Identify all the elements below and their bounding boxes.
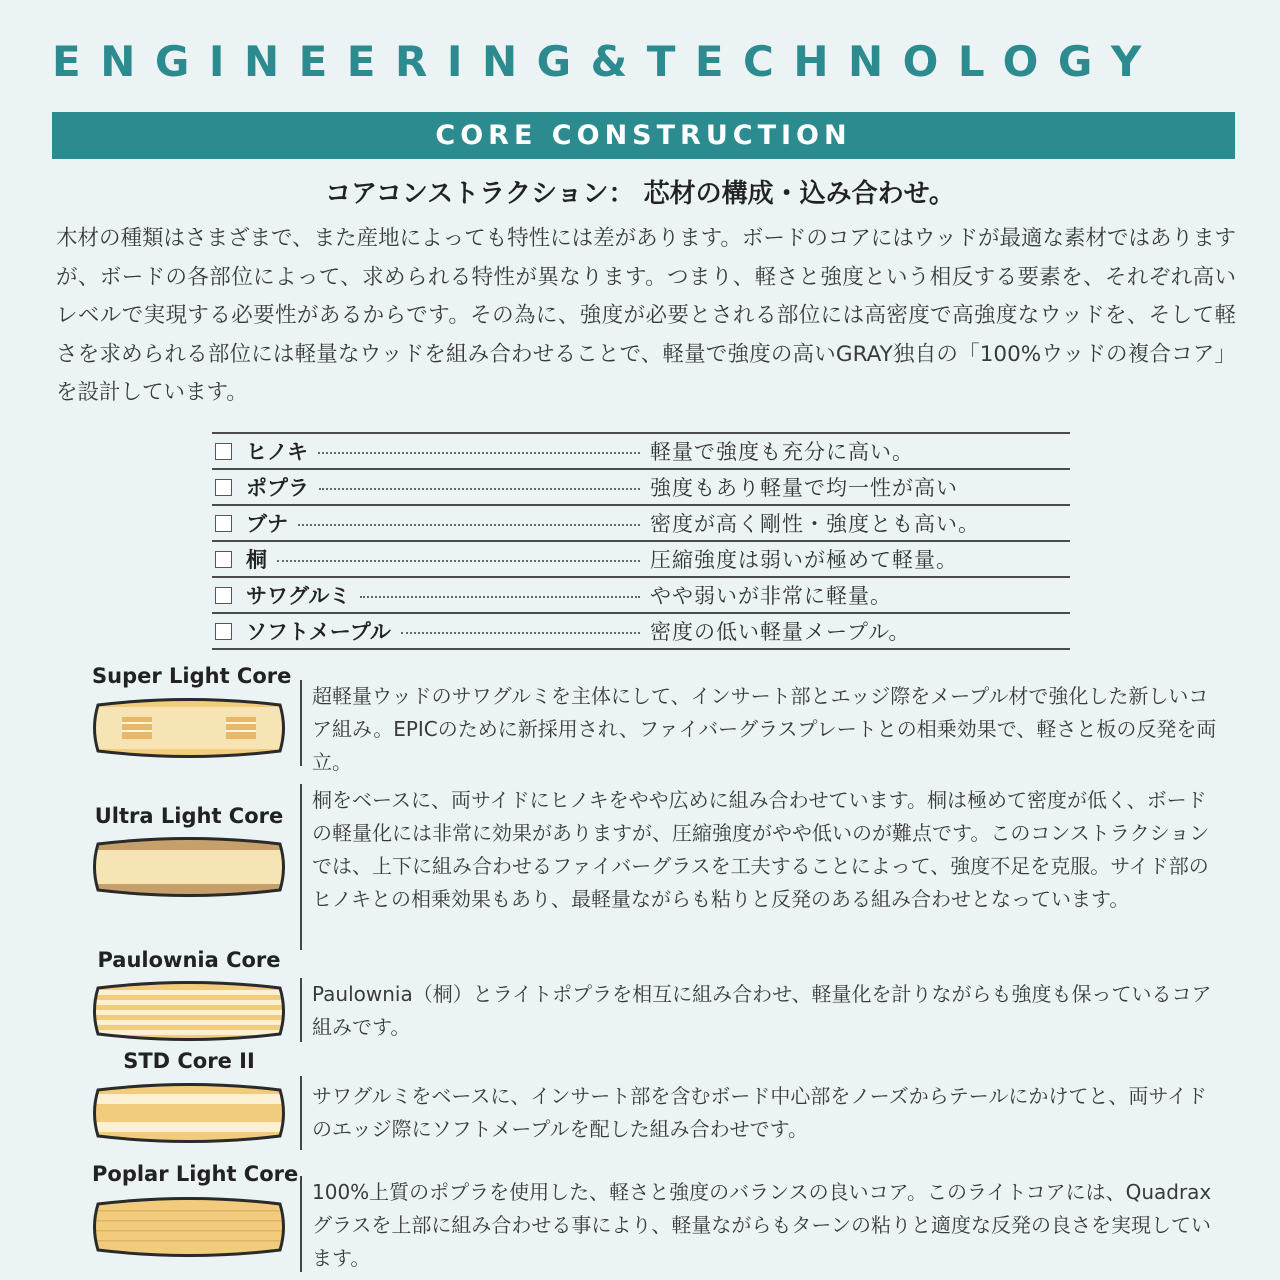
- core-desc-text: 100%上質のポプラを使用した、軽さと強度のバランスの良いコア。このライトコアには、Quadraxグラスを上部に組み合わせる事により、軽量ながらもターンの粘りと適度な反発の良さを実現しています。: [312, 1180, 1212, 1270]
- dotted-leader: [277, 560, 640, 562]
- wood-row-hinoki: [212, 434, 1070, 470]
- poplar-light-core-icon: [90, 1196, 288, 1258]
- core-title-std-core-ii: STD Core II: [123, 1049, 255, 1073]
- wood-name: 桐: [246, 548, 267, 572]
- wood-desc: 密度が高く剛性・強度とも高い。: [650, 512, 980, 536]
- ultra-light-core-icon: [90, 836, 288, 898]
- page-subtitle: コアコンストラクション： 芯材の構成・込み合わせ。: [325, 179, 955, 209]
- core-desc-text: 桐をベースに、両サイドにヒノキをやや広めに組み合わせています。桐は極めて密度が低く、ボードの軽量化には非常に効果がありますが、圧縮強度がやや低いのが難点です。このコンストラクションでは、上下に組み合わせるファイバーグラスを工夫することによって、強度不足を克服。サイド部のヒノキとの相乗効果もあり、最軽量ながらも粘りと反発のある組み合わせとなっています。: [312, 788, 1210, 911]
- core-title-poplar-light: Poplar Light Core: [92, 1162, 299, 1186]
- core-desc-text: Paulownia（桐）とライトポプラを相互に組み合わせ、軽量化を計りながらも強度も保っているコア組みです。: [312, 982, 1212, 1039]
- core-title-ultra-light: Ultra Light Core: [94, 804, 284, 828]
- std-core-ii-icon: [90, 1082, 288, 1144]
- core-desc-text: サワグルミをベースに、インサート部を含むボード中心部をノーズからテールにかけてと、両サイドのエッジ際にソフトメープルを配した組み合わせです。: [312, 1084, 1207, 1141]
- wood-name: サワグルミ: [246, 584, 351, 608]
- dotted-leader: [318, 452, 640, 454]
- wood-desc: 軽量で強度も充分に高い。: [650, 440, 914, 464]
- wood-row-kiri: [212, 542, 1070, 578]
- core-title-super-light: Super Light Core: [92, 664, 292, 688]
- core-desc-super-light: [300, 680, 1220, 774]
- checkbox-icon: [215, 551, 232, 568]
- core-desc-poplar-light: [300, 1176, 1220, 1272]
- section-title: CORE CONSTRUCTION: [435, 120, 852, 151]
- super-light-core-icon: [90, 697, 288, 759]
- wood-row-sawagurumi: [212, 578, 1070, 614]
- wood-row-buna: [212, 506, 1070, 542]
- dotted-leader: [319, 488, 640, 490]
- wood-desc: 強度もあり軽量で均一性が高い: [650, 476, 958, 500]
- wood-name: ポプラ: [246, 476, 309, 500]
- checkbox-icon: [215, 479, 232, 496]
- wood-name: ソフトメープル: [246, 620, 391, 644]
- wood-desc: やや弱いが非常に軽量。: [650, 584, 892, 608]
- paulownia-core-icon: [90, 980, 288, 1042]
- core-desc-std-core-ii: [300, 1076, 1220, 1150]
- checkbox-icon: [215, 515, 232, 532]
- core-desc-ultra-light: [300, 784, 1220, 950]
- wood-table: [212, 432, 1070, 650]
- wood-name: ブナ: [246, 512, 288, 536]
- wood-name: ヒノキ: [246, 440, 308, 464]
- checkbox-icon: [215, 443, 232, 460]
- core-title-paulownia: Paulownia Core: [97, 948, 281, 972]
- wood-desc: 圧縮強度は弱いが極めて軽量。: [650, 548, 958, 572]
- core-desc-paulownia: [300, 978, 1220, 1042]
- dotted-leader: [401, 632, 640, 634]
- main-title: ENGINEERING&TECHNOLOGY: [52, 37, 1161, 86]
- wood-desc: 密度の低い軽量メープル。: [650, 620, 911, 644]
- wood-row-poplar: [212, 470, 1070, 506]
- dotted-leader: [298, 524, 640, 526]
- dotted-leader: [360, 596, 640, 598]
- wood-row-soft-maple: [212, 614, 1070, 650]
- section-banner: [52, 112, 1235, 159]
- intro-paragraph: 木材の種類はさまざまで、また産地によっても特性には差があります。ボードのコアにはウッドが最適な素材ではありますが、ボードの各部位によって、求められる特性が異なります。つまり、軽さと強度という相反する要素を、それぞれ高いレベルで実現する必要性があるからです。その為に、強度が必要とされる部位には高密度で高強度なウッドを、そして軽さを求められる部位には軽量なウッドを組み合わせることで、軽量で強度の高いGRAY独自の「100%ウッドの複合コア」を設計しています。: [56, 226, 1236, 405]
- checkbox-icon: [215, 623, 232, 640]
- checkbox-icon: [215, 587, 232, 604]
- core-desc-text: 超軽量ウッドのサワグルミを主体にして、インサート部とエッジ際をメープル材で強化した新しいコア組み。EPICのために新採用され、ファイバーグラスプレートとの相乗効果で、軽さと板の反発を両立。: [312, 684, 1217, 774]
